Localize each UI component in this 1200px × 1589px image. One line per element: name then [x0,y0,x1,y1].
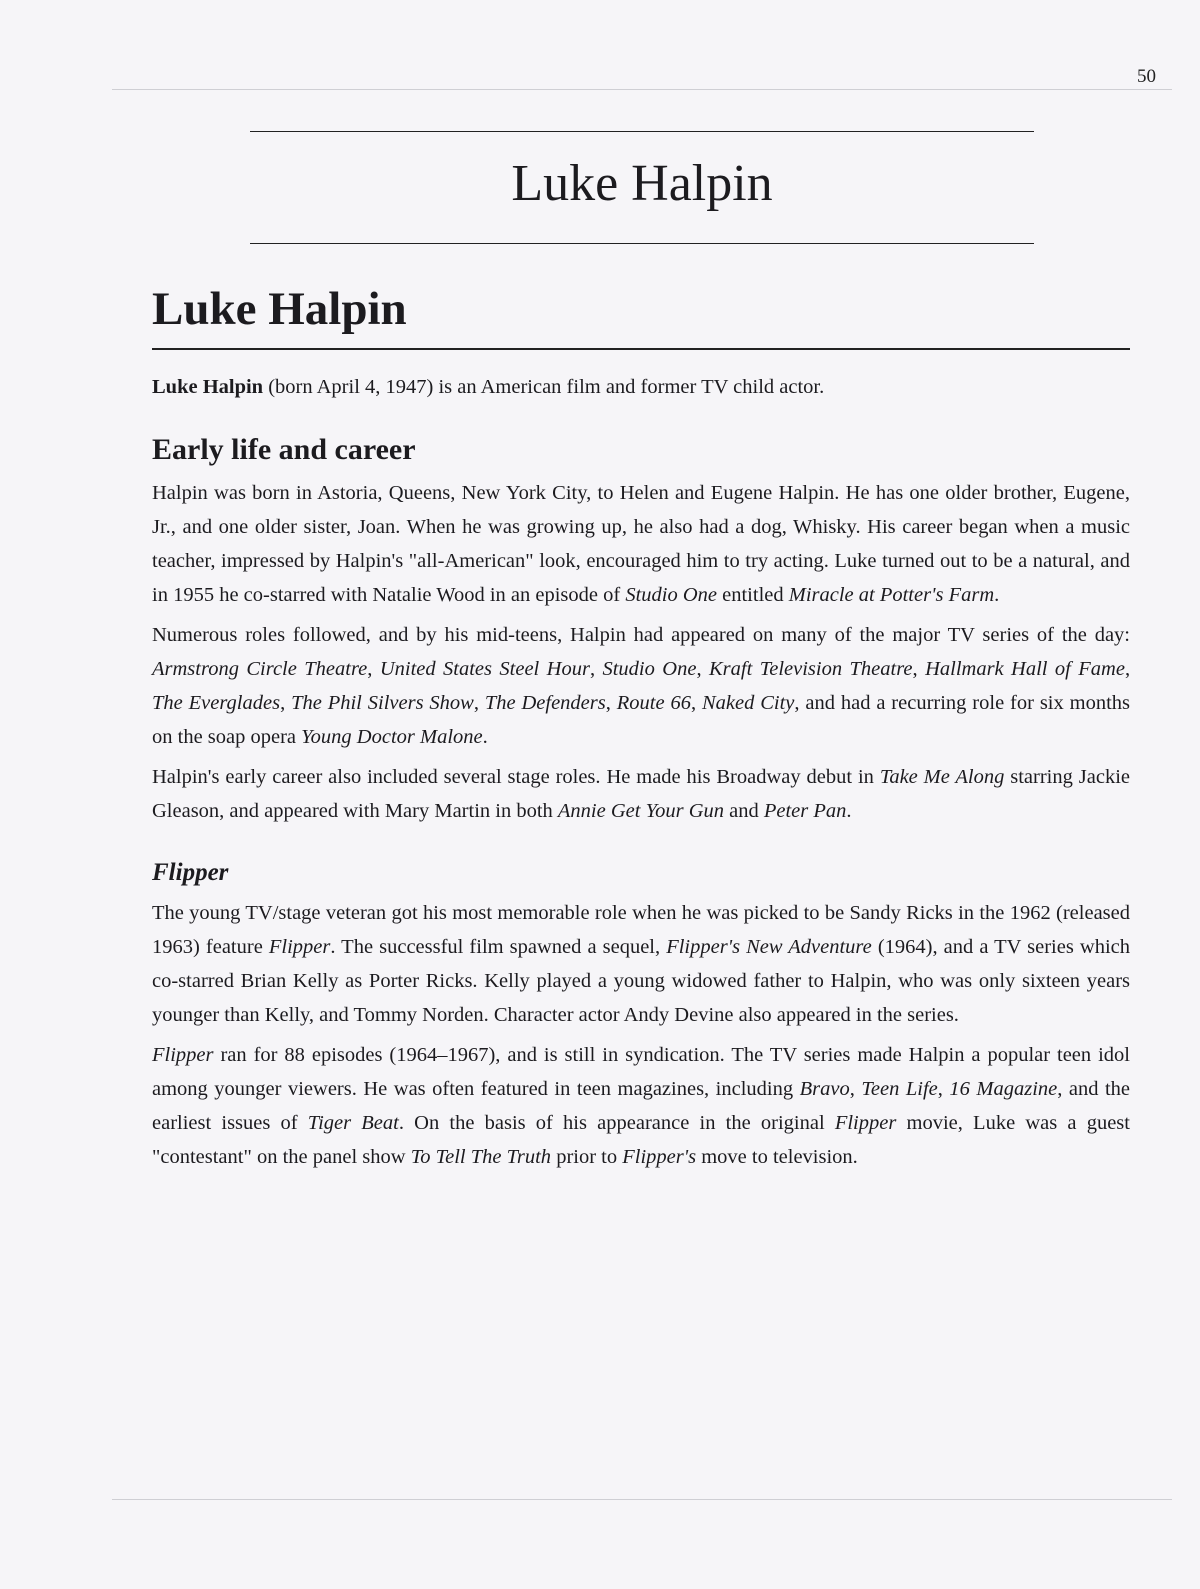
text-run: , [367,658,380,680]
lead-paragraph [152,370,1130,404]
text-run: The young TV/stage veteran got his most memorable role when he was picked to be Sandy Ricks in the 1962 (released 1963) feature [152,902,1130,958]
text-run: Numerous roles followed, and by his mid-teens, Halpin had appeared on many of the major TV series of the day: [152,624,1130,646]
italic-title-text: The Phil Silvers Show [291,692,474,714]
text-run: ran for 88 episodes (1964–1967), and is still in syndication. The TV series made Halpin a popular teen idol among younger viewers. He was often featured in teen magazines, including [152,1044,1130,1100]
lead-text: (born April 4, 1947) is an American film and former TV child actor. [263,376,825,398]
text-run: prior to [551,1146,623,1168]
text-run: , and the earliest issues of [152,1078,1131,1134]
body-paragraph [152,1038,1130,1174]
text-run: , and had a recurring role for six months on the soap opera [152,692,1130,748]
lead-name: Luke Halpin [152,376,264,398]
footer-rule [112,1499,1172,1500]
italic-title-text: Flipper's [622,1146,697,1168]
text-run: . [846,800,852,822]
italic-title-text: Armstrong Circle Theatre [152,658,368,680]
subsection-heading-flipper: Flipper [152,859,229,886]
text-run: Halpin was born in Astoria, Queens, New York City, to Helen and Eugene Halpin. He has one older brother, Eugene, Jr., and one older sister, Joan. When he was growing up, he also had a dog, Whisky. His career began when a music teacher, impressed by Halpin's "all-American" look, encouraged him to try acting. Luke turned out to be a natural, and in 1955 he co-starred with Natalie Wood in an episode of [152,482,1130,606]
italic-title-text: Teen Life [861,1078,938,1100]
italic-title-text: Bravo [799,1078,850,1100]
italic-title-text: Young Doctor Malone [301,726,483,748]
text-run: . The successful film spawned a sequel, [330,936,667,958]
text-run: movie, Luke was a guest "contestant" on the panel show [152,1112,1130,1168]
text-run: and [724,800,764,822]
italic-title-text: Hallmark Hall of Fame [925,658,1125,680]
text-run: move to television. [696,1146,858,1168]
italic-title-text: Peter Pan [763,800,847,822]
text-run: , [849,1078,862,1100]
page-number: 50 [1137,66,1156,87]
text-run: . On the basis of his appearance in the original [398,1112,835,1134]
italic-title-text: Miracle at Potter's Farm [788,584,995,606]
italic-title-text: The Defenders [484,692,606,714]
italic-title-text: 16 Magazine [949,1078,1058,1100]
italic-title-text: Studio One [625,584,718,606]
body-paragraph [152,476,1130,612]
italic-title-text: Take Me Along [879,766,1005,788]
text-run: , [280,692,292,714]
text-run: starring Jackie Gleason, and appeared with Mary Martin in both [152,766,1131,822]
text-run: , [605,692,617,714]
article-title: Luke Halpin [152,282,1130,350]
italic-title-text: Kraft Television Theatre [709,658,913,680]
text-run: entitled [717,584,789,606]
italic-title-text: Flipper [152,1044,214,1066]
body-paragraph [152,618,1130,754]
italic-title-text: To Tell The Truth [410,1146,552,1168]
chapter-rule-top [250,131,1034,132]
text-run: , [937,1078,950,1100]
text-run: , [1124,658,1131,680]
text-run: (1964), and a TV series which co-starred Brian Kelly as Porter Ricks. Kelly played a young widowed father to Halpin, who was only sixteen years younger than Kelly, and Tommy Norden. Character actor Andy Devine also appeared in the series. [152,936,1130,1026]
body-paragraph [152,896,1130,1032]
italic-title-text: Naked City [701,692,795,714]
italic-title-text: Flipper [834,1112,897,1134]
section-heading-early-life: Early life and career [152,433,416,466]
italic-title-text: Annie Get Your Gun [557,800,724,822]
text-run: , [690,692,702,714]
text-run: , [589,658,603,680]
article [152,282,1130,1180]
chapter-title: Luke Halpin [511,155,773,212]
text-run: , [473,692,485,714]
chapter-rule-bottom [250,243,1034,244]
italic-title-text: Route 66 [616,692,691,714]
italic-title-text: Tiger Beat [307,1112,399,1134]
italic-title-text: The Everglades [152,692,281,714]
header-rule [112,89,1172,90]
body-paragraph [152,760,1130,828]
text-run: , [696,658,709,680]
italic-title-text: Flipper's New Adventure [666,936,872,958]
italic-title-text: Flipper [268,936,331,958]
italic-title-text: United States Steel Hour [379,658,590,680]
italic-title-text: Studio One [602,658,697,680]
text-run: Halpin's early career also included several stage roles. He made his Broadway debut in [152,766,880,788]
text-run: , [912,658,926,680]
text-run: . [994,584,1000,606]
text-run: . [482,726,488,748]
